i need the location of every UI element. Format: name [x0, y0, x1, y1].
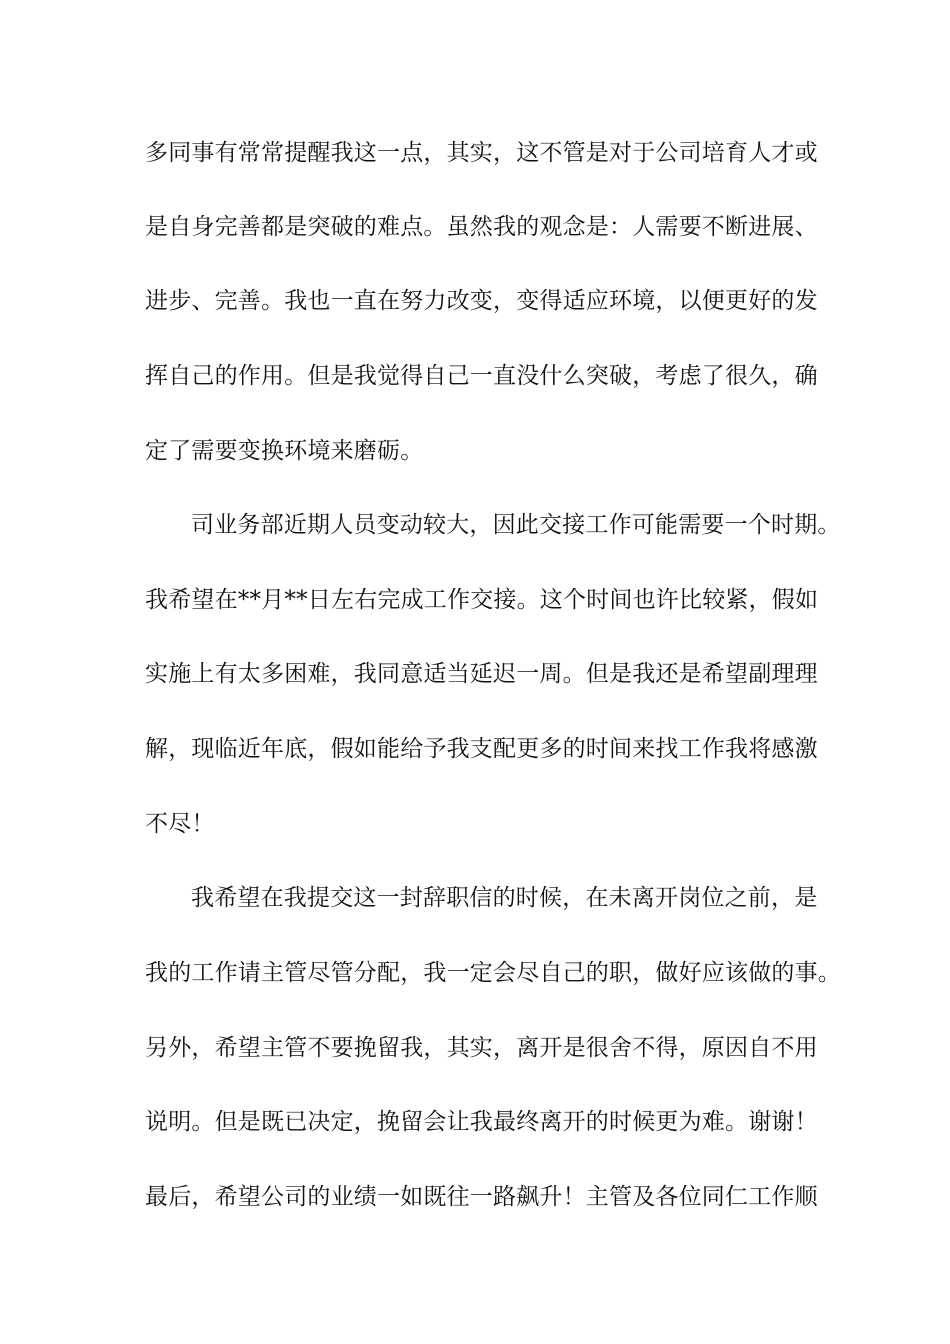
text-line: 实施上有太多困难，我同意适当延迟一周。但是我还是希望副理理	[145, 661, 818, 687]
text-line: 司业务部近期人员变动较大，因此交接工作可能需要一个时期。	[191, 512, 841, 538]
text-line: 多同事有常常提醒我这一点，其实，这不管是对于公司培育人才或	[145, 140, 818, 166]
text-line: 不尽！	[145, 811, 215, 837]
text-line: 进步、完善。我也一直在努力改变，变得适应环境，以便更好的发	[145, 288, 818, 314]
text-line: 说明。但是既已决定，挽留会让我最终离开的时候更为难。谢谢！	[145, 1109, 818, 1135]
text-line: 最后，希望公司的业绩一如既往一路飙升！主管及各位同仁工作顺	[145, 1184, 818, 1210]
text-line: 是自身完善都是突破的难点。虽然我的观念是：人需要不断进展、	[145, 214, 818, 240]
text-line: 挥自己的作用。但是我觉得自己一直没什么突破，考虑了很久，确	[145, 363, 818, 389]
text-line: 另外，希望主管不要挽留我，其实，离开是很舍不得，原因自不用	[145, 1035, 818, 1061]
text-line: 定了需要变换环境来磨砺。	[145, 438, 424, 464]
text-line: 我希望在我提交这一封辞职信的时候，在未离开岗位之前，是	[191, 885, 818, 911]
text-line: 我希望在**月**日左右完成工作交接。这个时间也许比较紧，假如	[145, 587, 819, 613]
text-line: 解，现临近年底，假如能给予我支配更多的时间来找工作我将感激	[145, 736, 818, 762]
text-line: 我的工作请主管尽管分配，我一定会尽自己的职，做好应该做的事。	[145, 960, 841, 986]
